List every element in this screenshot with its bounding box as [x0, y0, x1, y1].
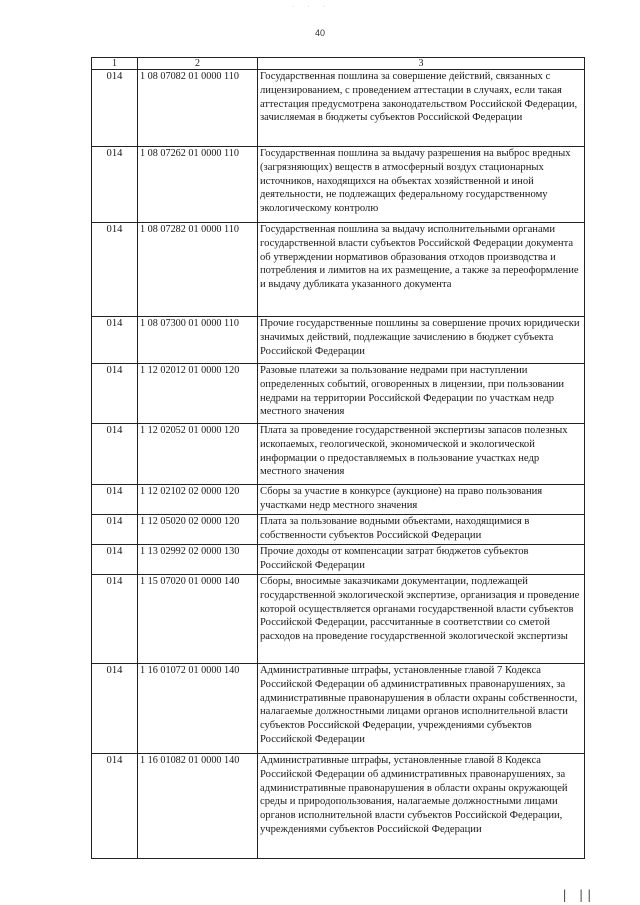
scan-specks: · · ·: [292, 4, 331, 10]
table-row: [92, 545, 585, 575]
table-row: [92, 754, 585, 859]
table-row: [92, 575, 585, 664]
scan-binding-marks: | ||: [561, 888, 594, 902]
budget-code-cell: 1 13 02992 02 0000 130: [138, 545, 258, 575]
description-cell: Сборы, вносимые заказчиками документации, подлежащей государственной экологической экспертизе, организация и проведение которой осуществляется органами государственной власти субъектов Российской Федерации, рассчитанные в соответствии со сметой расходов на проведение государственной экологической экспертизы: [258, 575, 585, 664]
description-cell: Разовые платежи за пользование недрами при наступлении определенных событий, оговоренных в лицензии, при пользовании недрами на территории Российской Федерации по участкам недр местного значения: [258, 364, 585, 424]
column-header-1: 1: [92, 58, 138, 70]
admin-code-cell: 014: [92, 70, 138, 147]
budget-code-cell: 1 08 07082 01 0000 110: [138, 70, 258, 147]
budget-code-cell: 1 08 07262 01 0000 110: [138, 147, 258, 223]
table-row: [92, 70, 585, 147]
budget-code-cell: 1 12 02052 01 0000 120: [138, 424, 258, 485]
budget-code-cell: 1 15 07020 01 0000 140: [138, 575, 258, 664]
table-row: [92, 364, 585, 424]
description-cell: Плата за проведение государственной экспертизы запасов полезных ископаемых, геологической, экономической и экологической информации о предоставляемых в пользование участках недр местного значения: [258, 424, 585, 485]
admin-code-cell: 014: [92, 515, 138, 545]
budget-code-cell: 1 08 07282 01 0000 110: [138, 223, 258, 317]
budget-code-cell: 1 12 02012 01 0000 120: [138, 364, 258, 424]
description-cell: Государственная пошлина за совершение действий, связанных с лицензированием, с проведением аттестации в случаях, если такая аттестация предусмотрена законодательством Российской Федерации, зачисляемая в бюджеты субъектов Российской Федерации: [258, 70, 585, 147]
admin-code-cell: 014: [92, 575, 138, 664]
description-cell: Государственная пошлина за выдачу исполнительными органами государственной власти субъектов Российской Федерации документа об утверждении нормативов образования отходов производства и потребления и лимитов на их размещение, а также за переоформление и выдачу дубликата указанного документа: [258, 223, 585, 317]
description-cell: Сборы за участие в конкурсе (аукционе) на право пользования участками недр местного значения: [258, 485, 585, 515]
description-cell: Административные штрафы, установленные главой 8 Кодекса Российской Федерации об административных правонарушениях, за административные правонарушения в области охраны окружающей среды и природопользования, налагаемые должностными лицами органов исполнительной власти субъектов Российской Федерации, учреждениями субъектов Российской Федерации: [258, 754, 585, 859]
description-cell: Плата за пользование водными объектами, находящимися в собственности субъектов Российской Федерации: [258, 515, 585, 545]
budget-code-cell: 1 12 02102 02 0000 120: [138, 485, 258, 515]
column-header-3: 3: [258, 58, 585, 70]
admin-code-cell: 014: [92, 364, 138, 424]
admin-code-cell: 014: [92, 664, 138, 754]
page-number: 40: [314, 28, 325, 38]
description-cell: Государственная пошлина за выдачу разрешения на выброс вредных (загрязняющих) веществ в атмосферный воздух стационарных источников, находящихся на объектах хозяйственной и иной деятельности, не подлежащих федеральному государственному экологическому контролю: [258, 147, 585, 223]
table-row: [92, 664, 585, 754]
admin-code-cell: 014: [92, 754, 138, 859]
budget-code-cell: 1 08 07300 01 0000 110: [138, 317, 258, 364]
table-row: [92, 223, 585, 317]
budget-code-cell: 1 12 05020 02 0000 120: [138, 515, 258, 545]
table-row: [92, 424, 585, 485]
admin-code-cell: 014: [92, 223, 138, 317]
admin-code-cell: 014: [92, 545, 138, 575]
table-row: [92, 485, 585, 515]
admin-code-cell: 014: [92, 485, 138, 515]
revenue-codes-table: [91, 57, 585, 859]
admin-code-cell: 014: [92, 424, 138, 485]
description-cell: Прочие государственные пошлины за совершение прочих юридически значимых действий, подлежащие зачислению в бюджет субъекта Российской Федерации: [258, 317, 585, 364]
admin-code-cell: 014: [92, 147, 138, 223]
table-row: [92, 317, 585, 364]
admin-code-cell: 014: [92, 317, 138, 364]
column-header-2: 2: [138, 58, 258, 70]
description-cell: Прочие доходы от компенсации затрат бюджетов субъектов Российской Федерации: [258, 545, 585, 575]
table-header-row: [92, 58, 585, 70]
table-row: [92, 147, 585, 223]
budget-code-cell: 1 16 01072 01 0000 140: [138, 664, 258, 754]
budget-code-cell: 1 16 01082 01 0000 140: [138, 754, 258, 859]
table-row: [92, 515, 585, 545]
description-cell: Административные штрафы, установленные главой 7 Кодекса Российской Федерации об административных правонарушениях, за административные правонарушения в области охраны собственности, налагаемые должностными лицами органов исполнительной власти субъектов Российской Федерации, учреждениями субъектов Российской Федерации: [258, 664, 585, 754]
